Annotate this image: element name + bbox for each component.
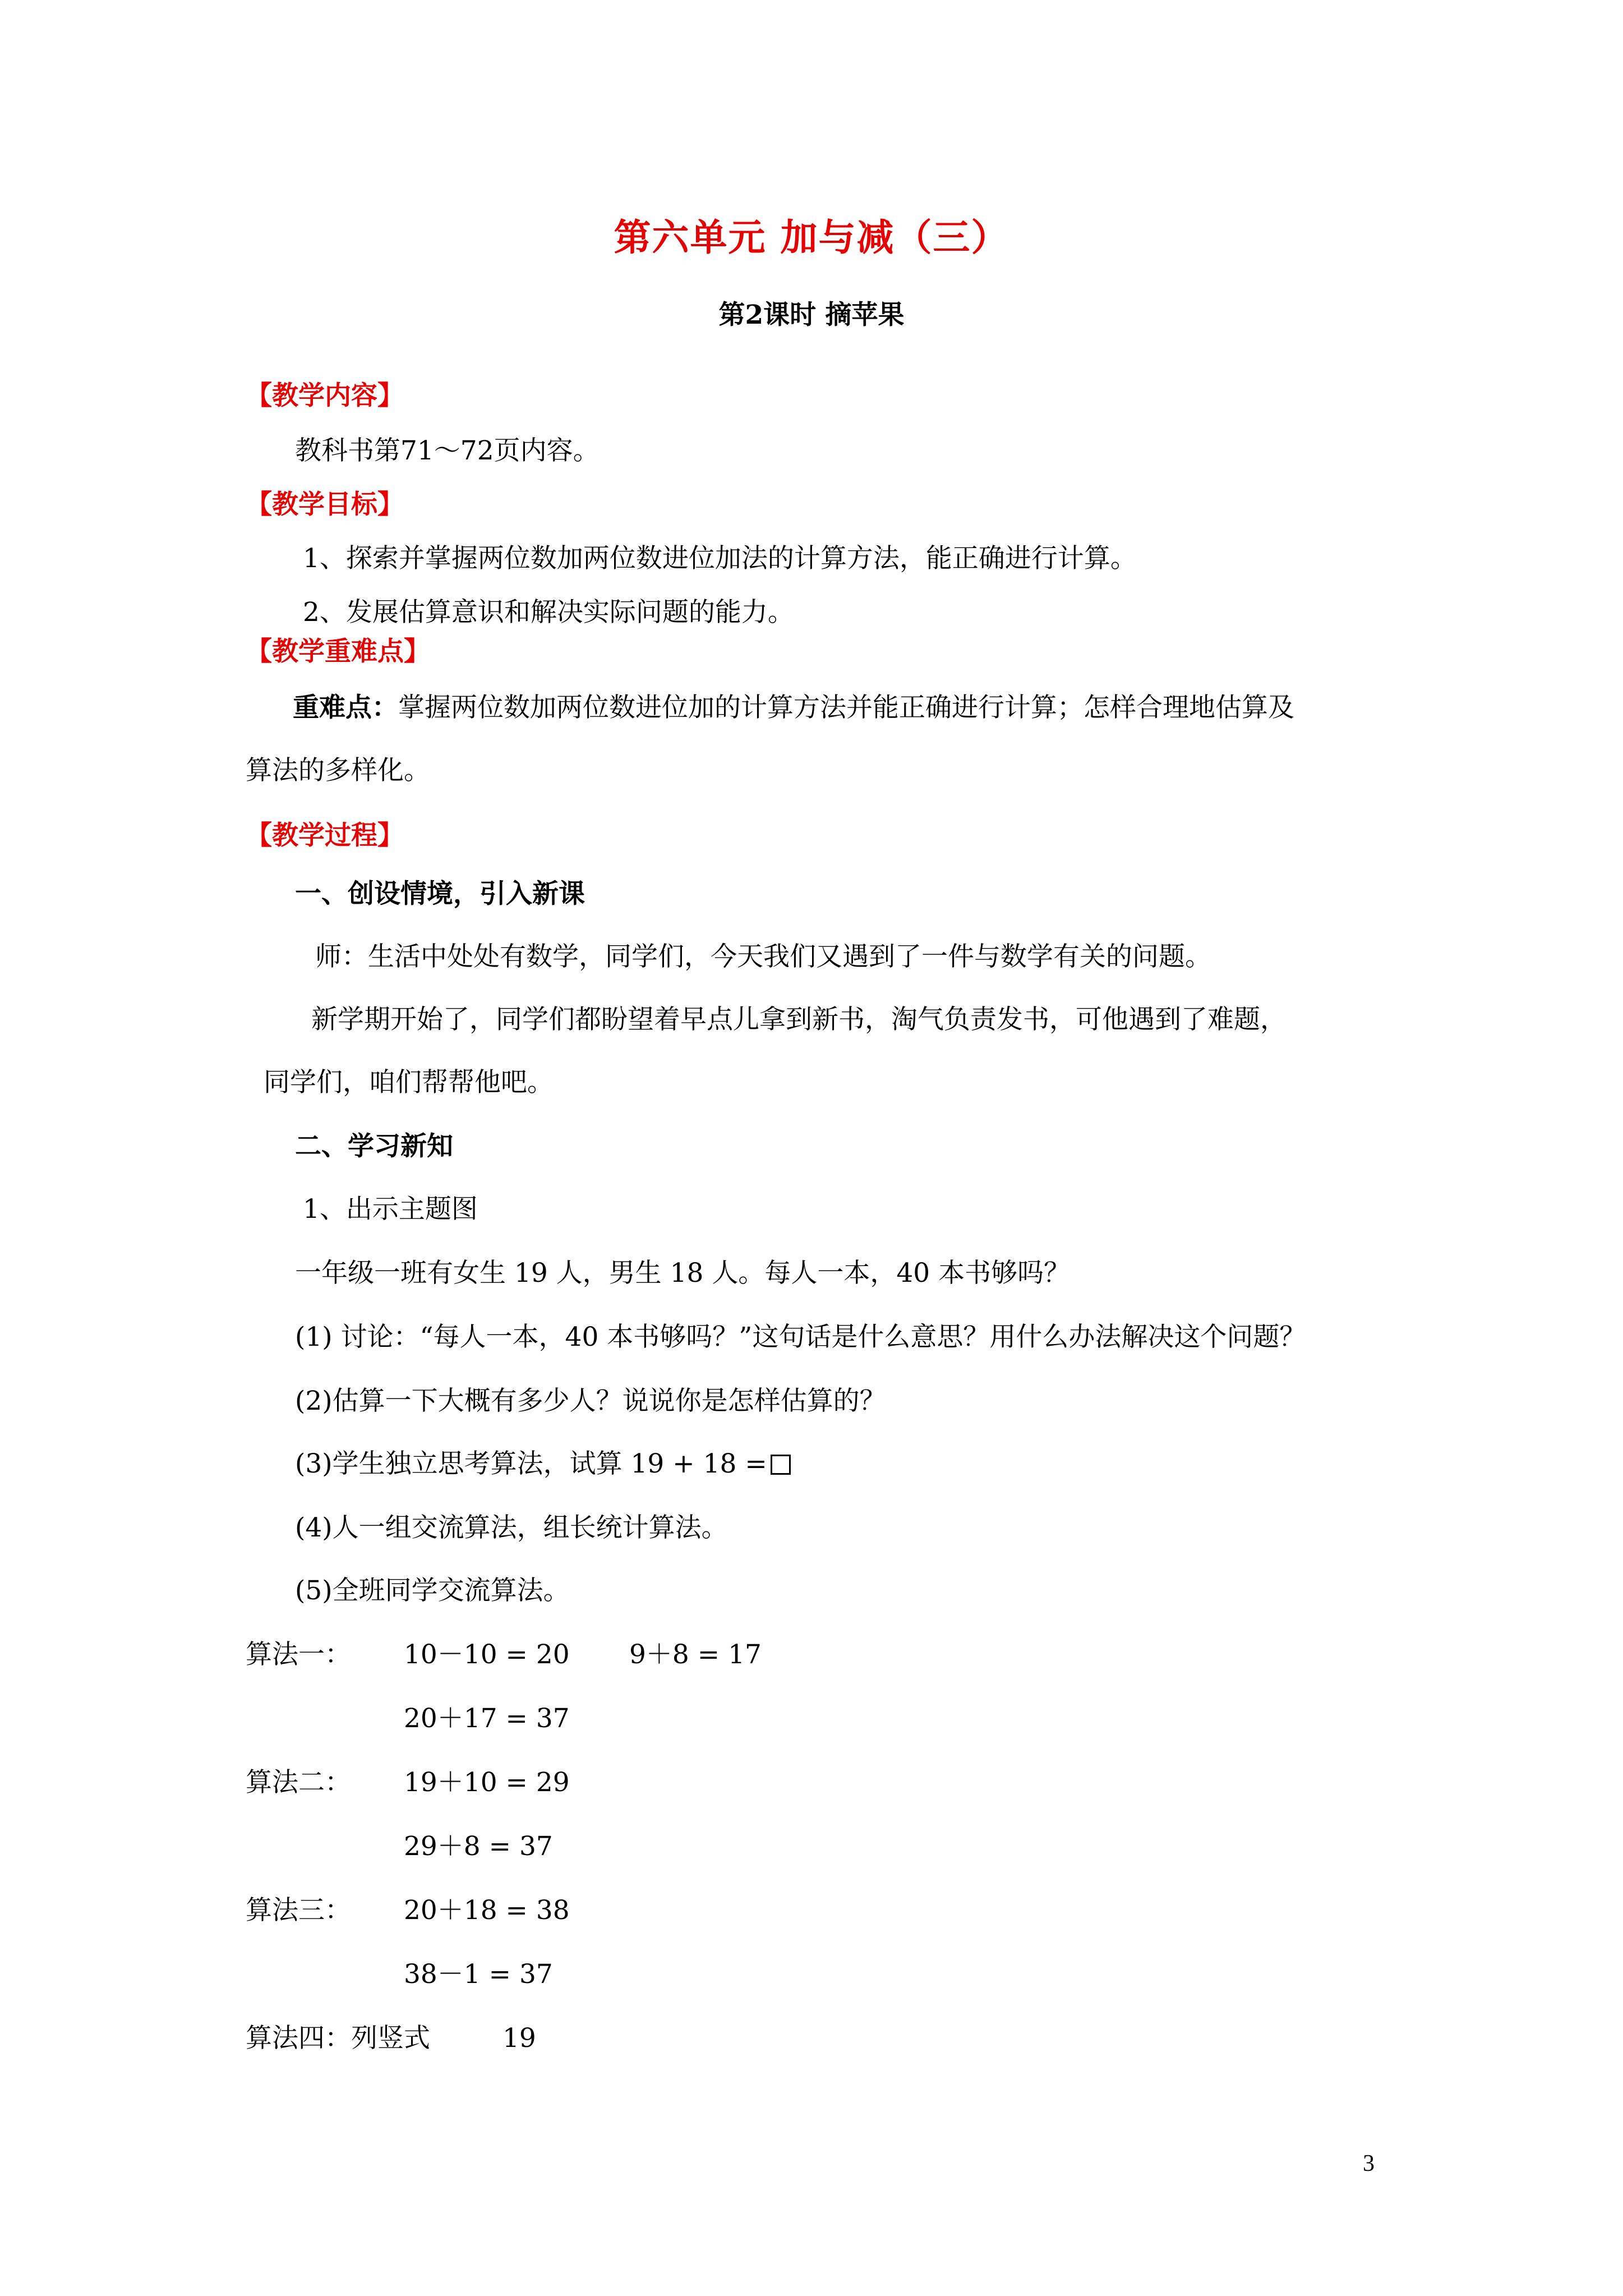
answer-box-icon (771, 1455, 791, 1475)
lesson-subtitle: 第2课时 摘苹果 (718, 300, 905, 330)
process-heading: 【教学过程】 (246, 820, 404, 851)
method-4-label: 算法四：列竖式 (246, 2023, 430, 2054)
method-2-step-a: 19＋10 = 29 (404, 1767, 570, 1798)
method-1-step-c: 20＋17 = 37 (404, 1703, 570, 1734)
key-points-text: 掌握两位数加两位数进位加的计算方法并能正确进行计算；怎样合理地估算及 (398, 692, 1294, 723)
key-points-line-1 (293, 694, 1294, 721)
part1-line-3: 同学们，咱们帮帮他吧。 (264, 1067, 554, 1098)
goal-1: 1、探索并掌握两位数加两位数进位加法的计算方法，能正确进行计算。 (303, 543, 1137, 574)
question-1: (1) 讨论：“每人一本，40 本书够吗？”这句话是什么意思？用什么办法解决这个问题？ (295, 1322, 1306, 1352)
method-3-label: 算法三： (246, 1895, 351, 1926)
part1-line-1: 师：生活中处处有数学，同学们，今天我们又遇到了一件与数学有关的问题。 (315, 941, 1211, 972)
key-points-line-2: 算法的多样化。 (246, 755, 430, 786)
problem-text: 一年级一班有女生 19 人，男生 18 人。每人一本，40 本书够吗？ (295, 1258, 1071, 1289)
question-4: (4)人一组交流算法，组长统计算法。 (295, 1512, 728, 1543)
method-2-step-b: 29＋8 = 37 (404, 1831, 553, 1862)
key-points-label: 重难点： (293, 692, 398, 723)
question-5: (5)全班同学交流算法。 (295, 1575, 570, 1606)
part2-step-1: 1、出示主题图 (303, 1194, 478, 1225)
goals-heading: 【教学目标】 (246, 489, 404, 520)
content-heading: 【教学内容】 (246, 380, 404, 411)
method-4-vertical-top: 19 (502, 2023, 536, 2054)
key-points-heading: 【教学重难点】 (246, 636, 430, 667)
method-1-label: 算法一： (246, 1639, 351, 1670)
content-text: 教科书第71～72页内容。 (295, 435, 600, 466)
part1-line-2: 新学期开始了，同学们都盼望着早点儿拿到新书，淘气负责发书，可他遇到了难题， (311, 1004, 1287, 1035)
method-2-label: 算法二： (246, 1767, 351, 1798)
method-1-step-a: 10－10 = 20 (404, 1639, 570, 1670)
goal-2: 2、发展估算意识和解决实际问题的能力。 (303, 597, 794, 628)
method-1-step-b: 9＋8 = 17 (629, 1639, 762, 1670)
part2-heading: 二、学习新知 (295, 1131, 453, 1162)
method-3-step-a: 20＋18 = 38 (404, 1895, 570, 1926)
page-number: 3 (1363, 2151, 1375, 2177)
question-2: (2)估算一下大概有多少人？说说你是怎样估算的？ (295, 1386, 886, 1416)
page-title: 第六单元 加与减（三） (614, 215, 1009, 259)
method-3-step-b: 38－1 = 37 (404, 1959, 553, 1990)
question-3-text: (3)学生独立思考算法，试算 19 + 18 = (295, 1448, 767, 1479)
question-3 (295, 1448, 791, 1479)
part1-heading: 一、创设情境，引入新课 (295, 878, 585, 909)
